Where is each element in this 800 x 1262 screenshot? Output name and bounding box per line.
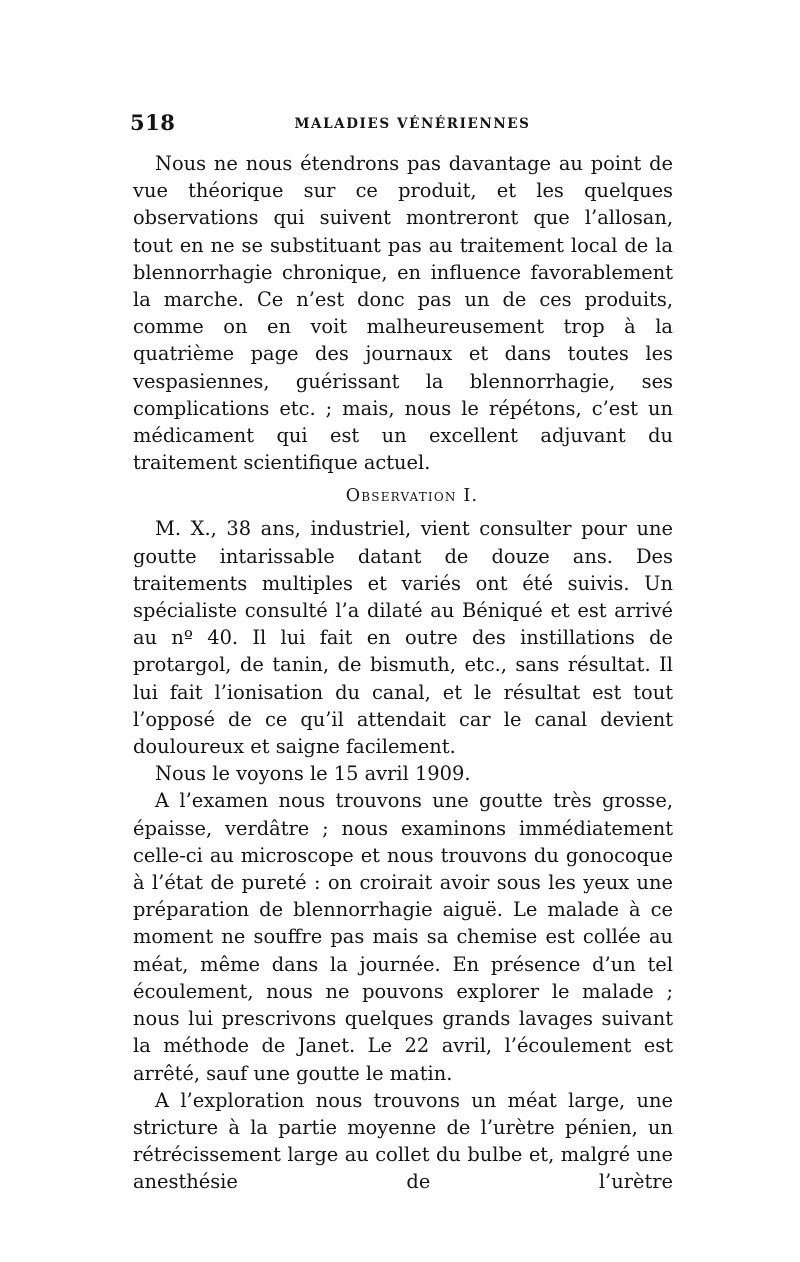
running-title: MALADIES VÉNÉRIENNES	[294, 116, 531, 132]
intro-paragraph: Nous ne nous étendrons pas davantage au point de vue théorique sur ce produit, et les quelques observations qui suivent montreront que l’allosan, tout en ne se substituant pas au traitement local de la blennorrhagie chronique, en influence favorablement la marche. Ce n’est donc pas un de ces produits, comme on en voit malheureusement trop à la quatrième page des journaux et dans toutes les vespasiennes, guérissant la blennorrhagie, ses complications etc. ; mais, nous le répétons, c’est un médicament qui est un excellent adjuvant du traitement scientifique actuel.	[133, 152, 673, 475]
observation-heading: Observation I.	[345, 486, 479, 507]
observation-paragraph: A l’exploration nous trouvons un méat large, une stricture à la partie moyenne de l’urètre pénien, un rétrécissement large au collet du bulbe et, malgré une anesthésie de l’urètre	[133, 1088, 673, 1194]
observation-paragraph: A l’examen nous trouvons une goutte très grosse, épaisse, verdâtre ; nous examinons immédiatement celle-ci au microscope et nous trouvons du gonocoque à l’état de pureté : on croirait avoir sous les yeux une préparation de blennorrhagie aiguë. Le malade à ce moment ne souffre pas mais sa chemise est collée au méat, même dans la journée. En présence d’un tel écoulement, nous ne pouvons explorer le malade ; nous lui prescrivons quelques grands lavages suivant la méthode de Janet. Le 22 avril, l’écoulement est arrêté, sauf une goutte le matin.	[133, 789, 673, 1085]
page-number: 518	[130, 110, 176, 135]
observation-paragraph: Nous le voyons le 15 avril 1909.	[155, 762, 471, 786]
page-header	[130, 110, 675, 140]
observation-paragraph: M. X., 38 ans, industriel, vient consulter pour une goutte intarissable datant de douze ans. Des traitements multiples et variés ont été suivis. Un spécialiste consulté l’a dilaté au Béniqué et est arrivé au nº 40. Il lui fait en outre des instillations de protargol, de tanin, de bismuth, etc., sans résultat. Il lui fait l’ionisation du canal, et le résultat est tout l’opposé de ce qu’il attendait car le canal devient douloureux et saigne facilement.	[133, 517, 673, 759]
body-text	[133, 150, 673, 1196]
